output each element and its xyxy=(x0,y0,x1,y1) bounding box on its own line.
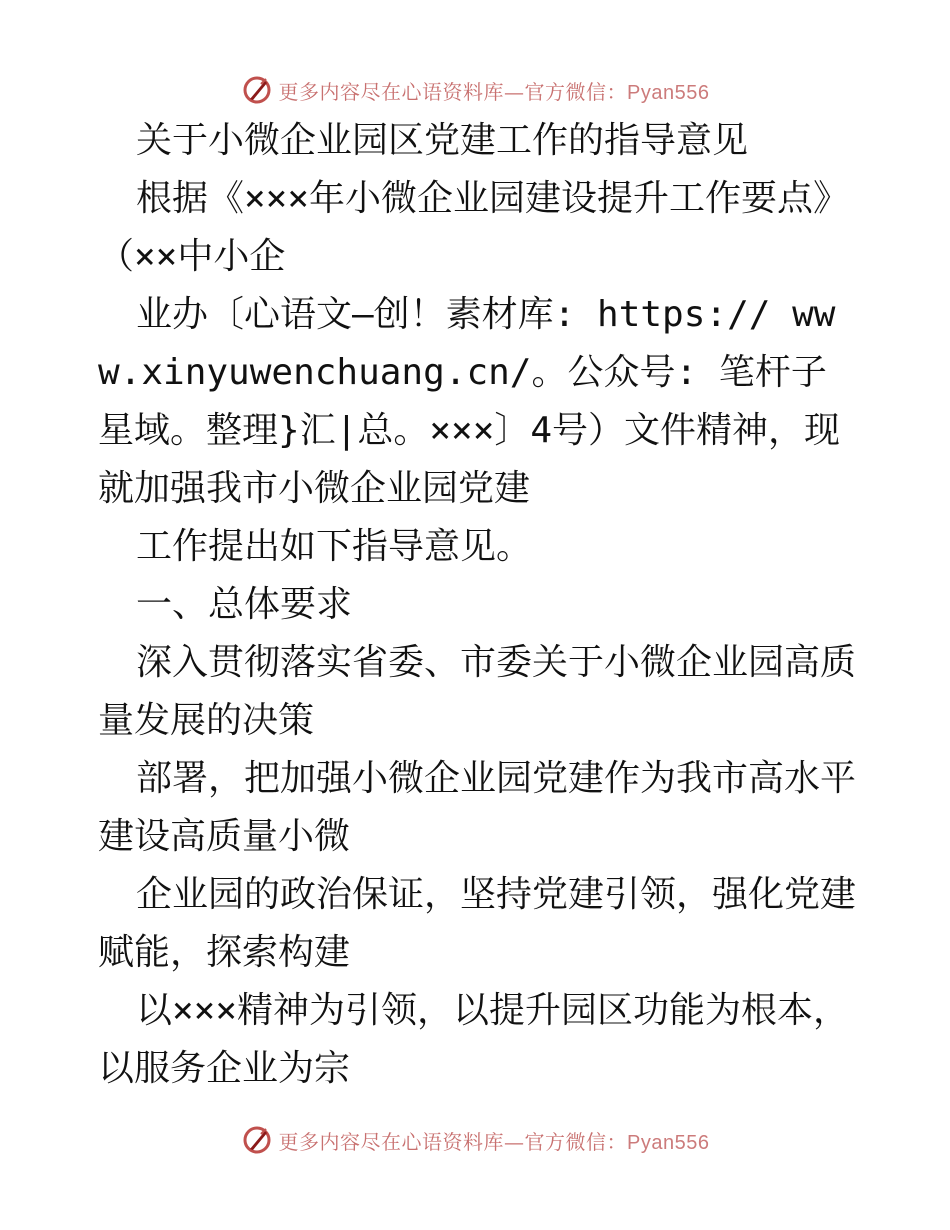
paragraph: 根据《×××年小微企业园建设提升工作要点》（××中小企 xyxy=(98,178,850,277)
header-banner-id: Pyan556 xyxy=(627,81,710,104)
header-banner-text: 更多内容尽在心语资料库—官方微信：Pyan556 xyxy=(278,79,710,104)
quill-logo-icon xyxy=(241,74,273,106)
section-heading: 一、总体要求 xyxy=(136,584,353,625)
quill-logo-icon xyxy=(241,1124,273,1156)
paragraph: 业办〔心语文—创！素材库: https:// www.xinyuwenchuang.cn/。公众号: 笔杆子星域。整理}汇|总。×××〕4号）文件精神，现就加强我市小微企业园党建 xyxy=(98,294,841,509)
document-title: 关于小微企业园区党建工作的指导意见 xyxy=(136,120,749,161)
footer-banner xyxy=(0,1120,950,1160)
paragraph: 部署，把加强小微企业园党建作为我市高水平建设高质量小微 xyxy=(98,758,857,857)
document-body xyxy=(98,112,858,1098)
paragraph: 工作提出如下指导意见。 xyxy=(136,526,533,567)
footer-banner-text: 更多内容尽在心语资料库—官方微信：Pyan556 xyxy=(278,1129,710,1154)
header-banner xyxy=(0,70,950,110)
footer-banner-id: Pyan556 xyxy=(627,1131,710,1154)
paragraph: 企业园的政治保证，坚持党建引领，强化党建赋能，探索构建 xyxy=(98,874,857,973)
paragraph: 深入贯彻落实省委、市委关于小微企业园高质量发展的决策 xyxy=(98,642,857,741)
paragraph: 以×××精神为引领，以提升园区功能为根本，以服务企业为宗 xyxy=(98,990,850,1089)
